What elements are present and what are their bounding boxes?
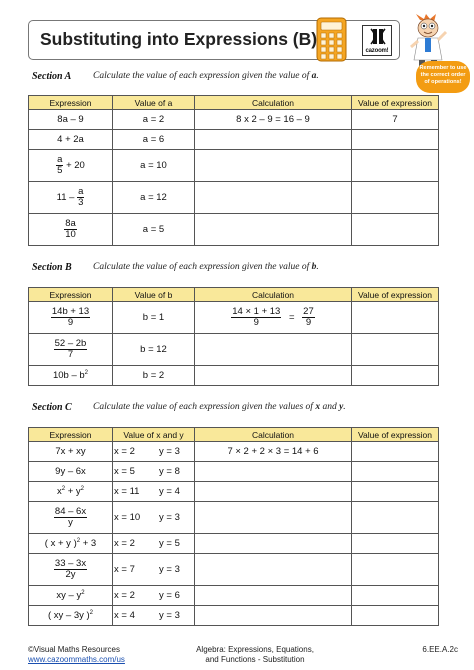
table-header-row (29, 96, 439, 110)
instruction-text: Calculate the value of each expression given the value of (93, 262, 312, 272)
table-row (29, 586, 439, 606)
denominator: 7 (67, 349, 74, 360)
table-header-row (29, 428, 439, 442)
calculation-cell[interactable] (195, 606, 352, 626)
exponent: 2 (89, 609, 94, 616)
denominator: y (68, 517, 73, 528)
x-value: x = 2 (114, 446, 135, 457)
value-cell: a = 12 (113, 182, 195, 214)
instruction-text: and (320, 402, 340, 412)
table-row (29, 150, 439, 182)
expression-cell (29, 366, 113, 386)
column-header: Value of a (113, 96, 195, 110)
column-header: Calculation (195, 428, 352, 442)
x-value: x = 2 (114, 590, 135, 601)
table-row (29, 214, 439, 246)
expression-head: 11 – (56, 192, 78, 204)
column-header: Calculation (195, 96, 352, 110)
expression-text: + y (65, 486, 81, 497)
table-row (29, 606, 439, 626)
value-cell (113, 554, 195, 586)
table-header-row (29, 288, 439, 302)
table-row (29, 534, 439, 554)
calculation-cell[interactable] (195, 182, 352, 214)
value-cell: a = 10 (113, 150, 195, 182)
calculation-cell[interactable] (195, 554, 352, 586)
copyright: ©Visual Maths Resources (28, 645, 121, 654)
footer-topic (170, 645, 340, 665)
expression-text: ( xy – 3y ) (47, 610, 90, 621)
numerator: 8a (65, 218, 76, 230)
numerator: 27 (303, 306, 314, 318)
column-header: Expression (29, 288, 113, 302)
instruction-text: Calculate the value of each expression given the values of (93, 402, 316, 412)
expression-cell (29, 534, 113, 554)
value-cell (113, 482, 195, 502)
y-value: y = 3 (159, 610, 180, 621)
numerator: 33 – 3x (54, 558, 87, 570)
exponent: 2 (76, 537, 81, 544)
table-row (29, 334, 439, 366)
result-cell[interactable] (352, 482, 439, 502)
x-value: x = 11 (114, 486, 140, 497)
result-cell[interactable] (352, 182, 439, 214)
value-cell (113, 462, 195, 482)
calculation-cell[interactable] (195, 586, 352, 606)
table-row (29, 302, 439, 334)
denominator: 9 (305, 317, 312, 328)
fraction (77, 187, 84, 208)
table-row (29, 482, 439, 502)
standard-code: 6.EE.A.2c (422, 645, 458, 654)
column-header: Value of x and y (113, 428, 195, 442)
calculation-cell[interactable] (195, 502, 352, 534)
table-row (29, 366, 439, 386)
exponent: 2 (61, 485, 66, 492)
expression-cell (29, 554, 113, 586)
section-label: Section B (32, 262, 72, 273)
section-b-table (28, 287, 439, 386)
y-value: y = 3 (159, 564, 180, 575)
result-cell[interactable] (352, 554, 439, 586)
y-value: y = 4 (159, 486, 180, 497)
cazoom-logo (362, 25, 392, 56)
denominator: 10 (65, 229, 76, 240)
calculation-cell[interactable] (195, 214, 352, 246)
result-cell[interactable] (352, 150, 439, 182)
expression-text: 10b – b (52, 370, 85, 381)
column-header: Value of expression (352, 428, 439, 442)
value-cell: b = 2 (113, 366, 195, 386)
value-cell: a = 5 (113, 214, 195, 246)
numerator: 84 – 6x (54, 506, 87, 518)
calculator-icon (316, 17, 347, 62)
table-row (29, 502, 439, 534)
expression-cell (29, 502, 113, 534)
calculation-cell[interactable] (195, 130, 352, 150)
expression-cell (29, 606, 113, 626)
expression-cell (29, 482, 113, 502)
numerator: a (57, 154, 63, 166)
table-row (29, 442, 439, 462)
fraction (64, 219, 77, 240)
result-cell[interactable] (352, 502, 439, 534)
calculation-cell[interactable] (195, 462, 352, 482)
expression-cell (29, 586, 113, 606)
result-cell[interactable] (352, 606, 439, 626)
denominator: 5 (57, 165, 63, 176)
instruction-text: Calculate the value of each expression given the value of (93, 71, 312, 81)
value-cell (113, 606, 195, 626)
expression-cell: 4 + 2a (29, 130, 113, 150)
result-cell[interactable] (352, 130, 439, 150)
calculation-cell[interactable]: 8 x 2 – 9 = 16 – 9 (195, 110, 352, 130)
value-cell: b = 12 (113, 334, 195, 366)
result-cell[interactable] (352, 586, 439, 606)
column-header: Value of expression (352, 96, 439, 110)
x-value: x = 4 (114, 610, 135, 621)
fraction (54, 559, 87, 580)
result-cell[interactable] (352, 442, 439, 462)
calculation-cell[interactable] (195, 482, 352, 502)
expression-tail: + 20 (63, 160, 85, 172)
x-value: x = 5 (114, 466, 135, 477)
expression-text: x (56, 486, 62, 497)
result-cell[interactable] (352, 302, 439, 334)
result-cell[interactable] (352, 366, 439, 386)
value-cell (113, 442, 195, 462)
calculation-cell[interactable] (195, 302, 352, 334)
table-row (29, 462, 439, 482)
result-cell[interactable] (352, 462, 439, 482)
numerator: 52 – 2b (54, 338, 87, 350)
expression-text: ( x + y ) (44, 538, 77, 549)
reminder-line: Remember to use (419, 65, 467, 71)
result-cell[interactable] (352, 214, 439, 246)
denominator: 2y (65, 569, 76, 580)
calculation-cell[interactable] (195, 150, 352, 182)
denominator: 9 (253, 317, 259, 328)
value-cell (113, 502, 195, 534)
fraction (54, 339, 88, 360)
calculation-cell[interactable] (195, 366, 352, 386)
value-cell (113, 534, 195, 554)
section-label: Section A (32, 71, 72, 82)
expression-cell: 7x + xy (29, 442, 113, 462)
instruction-period: . (316, 71, 319, 81)
keyhole-icon (363, 26, 393, 48)
expression-cell: 9y – 6x (29, 462, 113, 482)
equals-sign: = (288, 312, 295, 324)
expression-cell (29, 302, 113, 334)
section-instruction (93, 71, 319, 81)
value-cell: a = 2 (113, 110, 195, 130)
fraction (54, 507, 87, 528)
value-cell: b = 1 (113, 302, 195, 334)
table-row (29, 110, 439, 130)
column-header: Expression (29, 428, 113, 442)
instruction-variable: y (339, 402, 344, 412)
instruction-variable: a (311, 71, 317, 81)
column-header: Calculation (195, 288, 352, 302)
denominator: 9 (67, 317, 74, 328)
exponent: 2 (81, 589, 85, 596)
column-header: Expression (29, 96, 113, 110)
fraction (231, 307, 281, 328)
expression-cell (29, 150, 113, 182)
calculation-cell[interactable] (195, 334, 352, 366)
table-row (29, 182, 439, 214)
value-cell (113, 586, 195, 606)
expression-cell: 8a – 9 (29, 110, 113, 130)
numerator: 14 × 1 + 13 (232, 306, 281, 318)
numerator: a (78, 186, 84, 198)
expression-cell (29, 214, 113, 246)
section-instruction (93, 402, 346, 412)
column-header: Value of expression (352, 288, 439, 302)
value-cell: a = 6 (113, 130, 195, 150)
page-title: Substituting into Expressions (B) (40, 29, 318, 49)
expression-cell (29, 334, 113, 366)
x-value: x = 7 (114, 564, 135, 575)
instruction-period: . (316, 262, 319, 272)
expression-text: xy – y (56, 590, 82, 601)
expression-text: + 3 (80, 538, 97, 549)
reminder-line: the correct order (420, 71, 466, 78)
calculation-cell[interactable] (195, 534, 352, 554)
section-c-table (28, 427, 439, 626)
x-value: x = 2 (114, 538, 135, 549)
result-cell[interactable]: 7 (352, 110, 439, 130)
instruction-variable: b (311, 262, 317, 272)
site-link[interactable]: www.cazoommaths.com/us (28, 655, 125, 664)
result-cell[interactable] (352, 534, 439, 554)
section-instruction (93, 262, 319, 272)
fraction (302, 307, 315, 328)
calculation-cell[interactable]: 7 × 2 + 2 × 3 = 14 + 6 (195, 442, 352, 462)
column-header: Value of b (113, 288, 195, 302)
instruction-variable: x (315, 402, 321, 412)
instruction-period: . (343, 402, 346, 412)
y-value: y = 6 (159, 590, 180, 601)
logo-text: cazoom! (365, 48, 389, 54)
topic-line: Algebra: Expressions, Equations, (196, 645, 314, 654)
denominator: 3 (78, 197, 84, 208)
expression-cell (29, 182, 113, 214)
y-value: y = 3 (159, 446, 180, 457)
x-value: x = 10 (114, 512, 141, 523)
topic-line: and Functions - Substitution (205, 655, 305, 664)
y-value: y = 8 (159, 466, 180, 477)
section-label: Section C (32, 402, 72, 413)
section-a-table (28, 95, 439, 246)
result-cell[interactable] (352, 334, 439, 366)
exponent: 2 (80, 485, 84, 492)
exponent: 2 (84, 369, 89, 376)
reminder-bubble (416, 61, 470, 93)
table-row (29, 554, 439, 586)
footer-left (28, 645, 125, 665)
table-row (29, 130, 439, 150)
fraction (51, 307, 90, 328)
reminder-line: of operations! (424, 78, 462, 85)
y-value: y = 5 (159, 538, 180, 549)
y-value: y = 3 (159, 512, 180, 523)
numerator: 14b + 13 (51, 306, 90, 318)
